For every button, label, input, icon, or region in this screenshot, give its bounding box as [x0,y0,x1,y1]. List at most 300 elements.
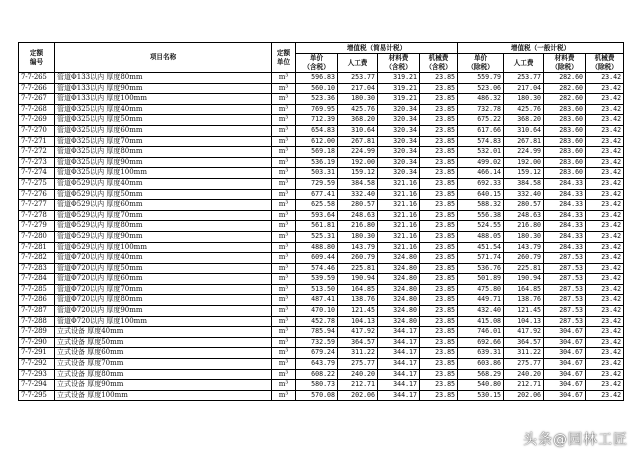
table-row [19,359,624,370]
cell-material-incl: 324.80 [378,284,420,295]
header-labor: 人工费 [338,54,378,73]
cell-unit: m³ [272,390,296,401]
cell-unit-price-excl: 692.66 [458,337,504,348]
cell-machine-incl: 23.85 [420,210,458,221]
cell-machine-incl: 23.85 [420,380,458,391]
cell-material-excl: 304.67 [544,390,586,401]
cell-machine-incl: 23.85 [420,274,458,285]
cell-code: 7-7-277 [19,200,55,211]
cell-machine-incl: 23.85 [420,348,458,359]
cell-unit-price-incl: 732.59 [296,337,338,348]
cell-name: 管道Φ529以内 厚度80mm [55,221,272,232]
cell-material-incl: 320.34 [378,104,420,115]
cell-code: 7-7-276 [19,189,55,200]
cell-machine-excl: 23.42 [586,200,624,211]
cell-labor: 217.04 [338,83,378,94]
cell-labor: 311.22 [338,348,378,359]
cell-name: 立式设备 厚度100mm [55,390,272,401]
cell-name: 管道Φ720以内 厚度90mm [55,306,272,317]
cell-machine-excl: 23.42 [586,178,624,189]
cell-code: 7-7-286 [19,295,55,306]
cell-machine-incl: 23.85 [420,104,458,115]
cell-code: 7-7-279 [19,221,55,232]
cell-material-excl: 283.60 [544,104,586,115]
cell-unit: m³ [272,274,296,285]
header-code: 定额 编号 [19,43,55,73]
cell-code: 7-7-283 [19,263,55,274]
cell-unit-price-excl: 451.54 [458,242,504,253]
cell-code: 7-7-269 [19,115,55,126]
header-machine-excl: 机械费 （除税） [586,54,624,73]
cell-material-incl: 324.80 [378,263,420,274]
cell-labor: 332.40 [338,189,378,200]
cell-machine-excl: 23.42 [586,284,624,295]
cell-labor-general: 384.58 [504,178,544,189]
cell-unit-price-excl: 639.31 [458,348,504,359]
cell-machine-incl: 23.85 [420,337,458,348]
cell-code: 7-7-270 [19,125,55,136]
cell-material-excl: 304.67 [544,348,586,359]
cell-unit: m³ [272,253,296,264]
table-row [19,136,624,147]
cell-code: 7-7-280 [19,231,55,242]
cell-unit: m³ [272,125,296,136]
table-row [19,369,624,380]
cell-material-excl: 283.60 [544,136,586,147]
cell-name: 管道Φ529以内 厚度90mm [55,231,272,242]
cell-machine-excl: 23.42 [586,136,624,147]
cell-machine-excl: 23.42 [586,115,624,126]
cell-material-excl: 284.33 [544,221,586,232]
cell-labor: 212.71 [338,380,378,391]
table-row [19,104,624,115]
cell-unit-price-incl: 769.95 [296,104,338,115]
cell-material-excl: 283.60 [544,168,586,179]
cell-material-incl: 320.34 [378,125,420,136]
cell-name: 管道Φ325以内 厚度90mm [55,157,272,168]
cell-material-excl: 283.60 [544,147,586,158]
cell-machine-incl: 23.85 [420,189,458,200]
cell-machine-excl: 23.42 [586,274,624,285]
table-row [19,263,624,274]
cell-unit: m³ [272,73,296,84]
cell-machine-excl: 23.42 [586,263,624,274]
cell-machine-excl: 23.42 [586,253,624,264]
cell-machine-excl: 23.42 [586,390,624,401]
cell-unit-price-excl: 466.14 [458,168,504,179]
cell-labor: 180.30 [338,94,378,105]
cell-code: 7-7-265 [19,73,55,84]
cell-machine-excl: 23.42 [586,295,624,306]
cell-code: 7-7-293 [19,369,55,380]
cell-code: 7-7-278 [19,210,55,221]
table-row [19,125,624,136]
cell-unit-price-excl: 536.76 [458,263,504,274]
cell-labor-general: 143.79 [504,242,544,253]
cell-unit-price-excl: 432.40 [458,306,504,317]
cell-unit-price-incl: 569.18 [296,147,338,158]
cell-unit-price-excl: 415.08 [458,316,504,327]
cell-unit-price-excl: 556.38 [458,210,504,221]
cell-labor-general: 267.81 [504,136,544,147]
cell-unit-price-incl: 643.79 [296,359,338,370]
cell-name: 管道Φ720以内 厚度70mm [55,284,272,295]
cell-labor: 190.94 [338,274,378,285]
cell-code: 7-7-290 [19,337,55,348]
cell-labor-general: 275.77 [504,359,544,370]
cell-machine-excl: 23.42 [586,189,624,200]
cell-material-incl: 321.16 [378,221,420,232]
table-row [19,242,624,253]
cell-labor-general: 216.80 [504,221,544,232]
cell-material-excl: 284.33 [544,210,586,221]
cell-material-incl: 320.34 [378,168,420,179]
cell-unit-price-excl: 675.22 [458,115,504,126]
cell-labor-general: 240.20 [504,369,544,380]
table-row [19,94,624,105]
cell-unit: m³ [272,210,296,221]
cell-unit: m³ [272,327,296,338]
cell-material-incl: 344.17 [378,390,420,401]
cell-unit-price-excl: 524.55 [458,221,504,232]
cell-labor-general: 164.85 [504,284,544,295]
cell-labor-general: 192.00 [504,157,544,168]
cell-name: 管道Φ325以内 厚度70mm [55,136,272,147]
cell-code: 7-7-288 [19,316,55,327]
cell-unit: m³ [272,316,296,327]
cell-name: 立式设备 厚度80mm [55,369,272,380]
cell-labor-general: 248.63 [504,210,544,221]
cell-unit: m³ [272,83,296,94]
header-material-excl: 材料费 （除税） [544,54,586,73]
cell-name: 管道Φ325以内 厚度100mm [55,168,272,179]
cell-name: 管道Φ325以内 厚度80mm [55,147,272,158]
cell-material-excl: 304.67 [544,359,586,370]
cell-machine-excl: 23.42 [586,157,624,168]
cell-unit: m³ [272,136,296,147]
cell-labor: 384.58 [338,178,378,189]
cell-material-incl: 324.80 [378,306,420,317]
cell-machine-excl: 23.42 [586,83,624,94]
cell-machine-excl: 23.42 [586,147,624,158]
cell-unit: m³ [272,380,296,391]
cell-machine-incl: 23.85 [420,136,458,147]
cell-labor: 224.99 [338,147,378,158]
cell-name: 立式设备 厚度40mm [55,327,272,338]
cell-unit-price-excl: 501.89 [458,274,504,285]
cell-labor: 280.57 [338,200,378,211]
table-row [19,73,624,84]
cell-unit-price-excl: 640.15 [458,189,504,200]
cell-unit: m³ [272,189,296,200]
cell-unit-price-excl: 540.80 [458,380,504,391]
cell-unit-price-incl: 539.59 [296,274,338,285]
cell-unit-price-excl: 486.32 [458,94,504,105]
cell-name: 管道Φ325以内 厚度40mm [55,104,272,115]
cell-labor: 364.57 [338,337,378,348]
cell-code: 7-7-281 [19,242,55,253]
cell-unit-price-incl: 503.31 [296,168,338,179]
cell-unit-price-incl: 654.83 [296,125,338,136]
cell-name: 立式设备 厚度50mm [55,337,272,348]
cell-labor-general: 332.40 [504,189,544,200]
cell-material-excl: 284.33 [544,200,586,211]
cell-unit-price-incl: 523.36 [296,94,338,105]
cell-unit-price-incl: 625.58 [296,200,338,211]
cell-machine-excl: 23.42 [586,337,624,348]
cell-name: 管道Φ720以内 厚度100mm [55,316,272,327]
cell-labor: 260.79 [338,253,378,264]
cell-machine-incl: 23.85 [420,83,458,94]
cell-unit-price-incl: 679.24 [296,348,338,359]
cell-material-incl: 344.17 [378,337,420,348]
cell-labor: 104.13 [338,316,378,327]
cell-unit: m³ [272,369,296,380]
cell-material-excl: 282.60 [544,94,586,105]
cell-labor-general: 159.12 [504,168,544,179]
cell-machine-incl: 23.85 [420,178,458,189]
cell-machine-excl: 23.42 [586,348,624,359]
cell-unit-price-excl: 603.86 [458,359,504,370]
cell-machine-incl: 23.85 [420,115,458,126]
table-row [19,295,624,306]
cell-material-excl: 287.53 [544,263,586,274]
table-row [19,348,624,359]
table-row [19,390,624,401]
cell-unit-price-excl: 692.33 [458,178,504,189]
table-row [19,306,624,317]
table-body [19,73,624,401]
cell-material-excl: 287.53 [544,306,586,317]
cell-material-excl: 287.53 [544,274,586,285]
cell-unit: m³ [272,263,296,274]
cell-labor-general: 180.30 [504,231,544,242]
cell-name: 管道Φ325以内 厚度50mm [55,115,272,126]
cell-labor: 164.85 [338,284,378,295]
cell-unit-price-incl: 452.78 [296,316,338,327]
cell-unit-price-incl: 560.10 [296,83,338,94]
cell-labor-general: 212.71 [504,380,544,391]
cell-material-incl: 324.80 [378,253,420,264]
cell-labor: 225.81 [338,263,378,274]
cell-unit: m³ [272,147,296,158]
cell-labor-general: 253.77 [504,73,544,84]
table-row [19,284,624,295]
cell-unit-price-incl: 513.50 [296,284,338,295]
cell-machine-incl: 23.85 [420,327,458,338]
header-name: 项目名称 [55,43,272,73]
cell-unit: m³ [272,200,296,211]
header-unit-price-incl: 单价 （含税） [296,54,338,73]
cell-machine-excl: 23.42 [586,306,624,317]
table-row [19,178,624,189]
cell-unit-price-incl: 608.22 [296,369,338,380]
cell-machine-incl: 23.85 [420,200,458,211]
cell-name: 管道Φ720以内 厚度40mm [55,253,272,264]
cell-labor: 417.92 [338,327,378,338]
table-row [19,168,624,179]
cell-machine-incl: 23.85 [420,316,458,327]
cell-material-incl: 320.34 [378,115,420,126]
cell-labor-general: 364.57 [504,337,544,348]
cell-unit: m³ [272,221,296,232]
cell-unit-price-incl: 536.19 [296,157,338,168]
header-material-incl: 材料费 （含税） [378,54,420,73]
cell-labor: 425.76 [338,104,378,115]
cell-material-incl: 321.16 [378,189,420,200]
cell-unit-price-excl: 523.06 [458,83,504,94]
cell-material-excl: 283.60 [544,125,586,136]
cell-machine-incl: 23.85 [420,231,458,242]
cell-unit-price-incl: 470.10 [296,306,338,317]
cell-labor-general: 121.45 [504,306,544,317]
cell-machine-incl: 23.85 [420,284,458,295]
cell-machine-incl: 23.85 [420,359,458,370]
cell-material-excl: 284.33 [544,189,586,200]
cell-material-excl: 304.67 [544,369,586,380]
header-unit: 定额 单位 [272,43,296,73]
cell-code: 7-7-295 [19,390,55,401]
cell-unit: m³ [272,359,296,370]
table-row [19,115,624,126]
cell-unit-price-incl: 574.46 [296,263,338,274]
cell-name: 管道Φ529以内 厚度100mm [55,242,272,253]
cell-labor-general: 104.13 [504,316,544,327]
table-row [19,221,624,232]
cell-machine-excl: 23.42 [586,210,624,221]
cell-unit: m³ [272,178,296,189]
cell-unit: m³ [272,104,296,115]
cell-name: 管道Φ720以内 厚度80mm [55,295,272,306]
cell-name: 管道Φ529以内 厚度70mm [55,210,272,221]
cell-material-incl: 321.16 [378,178,420,189]
cell-labor-general: 260.79 [504,253,544,264]
cell-labor: 121.45 [338,306,378,317]
cell-machine-excl: 23.42 [586,125,624,136]
cell-unit: m³ [272,115,296,126]
cell-material-excl: 284.33 [544,178,586,189]
cell-labor: 275.77 [338,359,378,370]
cell-unit-price-incl: 525.31 [296,231,338,242]
cell-unit-price-incl: 488.80 [296,242,338,253]
table-row [19,274,624,285]
cell-material-incl: 321.16 [378,210,420,221]
cell-material-incl: 319.21 [378,94,420,105]
cell-material-excl: 283.60 [544,115,586,126]
cell-labor: 138.76 [338,295,378,306]
table-row [19,189,624,200]
cell-machine-incl: 23.85 [420,263,458,274]
cell-machine-excl: 23.42 [586,369,624,380]
cell-unit: m³ [272,284,296,295]
cell-unit-price-incl: 487.41 [296,295,338,306]
cell-labor-general: 190.94 [504,274,544,285]
cell-unit: m³ [272,168,296,179]
cell-material-incl: 344.17 [378,380,420,391]
cell-material-incl: 320.34 [378,157,420,168]
cell-material-excl: 284.33 [544,242,586,253]
table-row [19,316,624,327]
cell-code: 7-7-266 [19,83,55,94]
cell-name: 管道Φ529以内 厚度40mm [55,178,272,189]
cell-unit-price-excl: 571.74 [458,253,504,264]
cell-unit-price-excl: 746.01 [458,327,504,338]
cell-labor-general: 225.81 [504,263,544,274]
cell-unit-price-excl: 488.05 [458,231,504,242]
cell-code: 7-7-273 [19,157,55,168]
cell-material-incl: 319.21 [378,83,420,94]
cell-unit: m³ [272,306,296,317]
cell-material-excl: 304.67 [544,327,586,338]
cell-labor: 248.63 [338,210,378,221]
cell-machine-excl: 23.42 [586,316,624,327]
cell-machine-incl: 23.85 [420,390,458,401]
cell-unit-price-incl: 561.81 [296,221,338,232]
cell-labor-general: 217.04 [504,83,544,94]
cell-labor-general: 280.57 [504,200,544,211]
cell-labor-general: 138.76 [504,295,544,306]
cell-material-incl: 320.34 [378,136,420,147]
cell-labor: 180.30 [338,231,378,242]
cell-code: 7-7-287 [19,306,55,317]
cell-name: 管道Φ133以内 厚度100mm [55,94,272,105]
cell-name: 管道Φ325以内 厚度60mm [55,125,272,136]
cell-machine-incl: 23.85 [420,125,458,136]
cell-machine-incl: 23.85 [420,157,458,168]
cell-unit-price-excl: 499.02 [458,157,504,168]
cell-machine-excl: 23.42 [586,221,624,232]
cell-name: 管道Φ720以内 厚度50mm [55,263,272,274]
cell-unit: m³ [272,94,296,105]
cell-unit-price-excl: 617.66 [458,125,504,136]
watermark: 头条@园林工匠 [523,432,628,448]
cell-labor: 267.81 [338,136,378,147]
cell-machine-incl: 23.85 [420,73,458,84]
cell-name: 立式设备 厚度70mm [55,359,272,370]
cell-labor-general: 310.64 [504,125,544,136]
cell-code: 7-7-271 [19,136,55,147]
table-row [19,210,624,221]
cell-machine-excl: 23.42 [586,327,624,338]
table-header [19,43,624,73]
cell-unit-price-excl: 588.32 [458,200,504,211]
cell-unit-price-incl: 785.94 [296,327,338,338]
cell-unit: m³ [272,231,296,242]
cell-material-excl: 287.53 [544,295,586,306]
cell-labor-general: 425.76 [504,104,544,115]
cell-material-excl: 284.33 [544,231,586,242]
table-row [19,147,624,158]
cell-code: 7-7-272 [19,147,55,158]
cell-material-incl: 321.16 [378,231,420,242]
header-unit-price-excl: 单价 （除税） [458,54,504,73]
cell-machine-incl: 23.85 [420,94,458,105]
cell-material-incl: 324.80 [378,316,420,327]
cell-code: 7-7-285 [19,284,55,295]
cell-material-incl: 324.80 [378,295,420,306]
cell-machine-incl: 23.85 [420,221,458,232]
table-row [19,200,624,211]
cell-labor: 253.77 [338,73,378,84]
cell-material-incl: 319.21 [378,73,420,84]
cell-labor-general: 311.22 [504,348,544,359]
cell-material-excl: 283.60 [544,157,586,168]
header-machine-incl: 机械费 （含税） [420,54,458,73]
cell-code: 7-7-275 [19,178,55,189]
cell-material-excl: 287.53 [544,316,586,327]
table-row [19,231,624,242]
cell-unit: m³ [272,348,296,359]
